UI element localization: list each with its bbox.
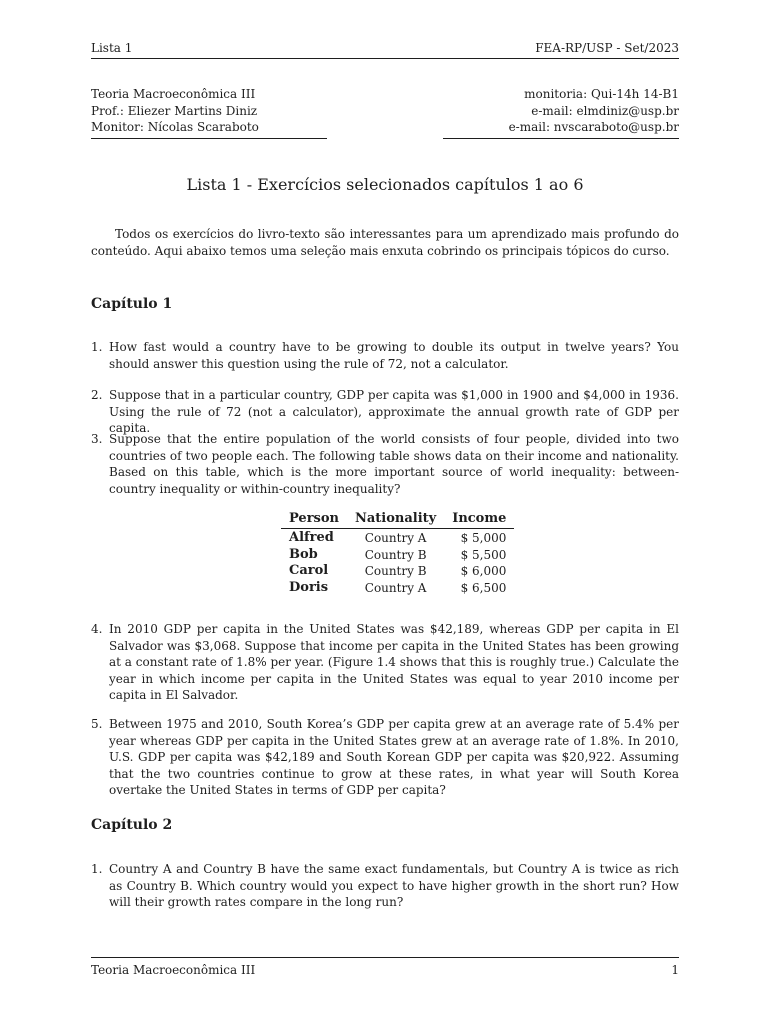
column-header: Nationality xyxy=(347,510,444,529)
nationality-cell: Country A xyxy=(364,580,427,595)
list-item xyxy=(91,431,679,497)
table-row xyxy=(281,563,514,580)
nationality-cell: Country B xyxy=(364,564,427,578)
table-header-row xyxy=(281,510,514,529)
person-cell: Doris xyxy=(289,579,329,595)
section-heading-cap1: Capítulo 1 xyxy=(91,296,173,312)
list-item xyxy=(91,339,679,372)
professor-email: e-mail: elmdiniz@usp.br xyxy=(531,103,679,118)
monitor-email: e-mail: nvscaraboto@usp.br xyxy=(443,119,679,139)
header-right: FEA-RP/USP - Set/2023 xyxy=(535,41,679,55)
item-number: 5. xyxy=(91,717,103,731)
person-cell: Alfred xyxy=(289,530,334,545)
document-title: Lista 1 - Exercícios selecionados capítulos 1 ao 6 xyxy=(186,175,584,194)
course-info xyxy=(91,86,327,139)
contact-info xyxy=(443,86,679,139)
section-heading-cap2: Capítulo 2 xyxy=(91,817,173,833)
monitoring-schedule: monitoria: Qui-14h 14-B1 xyxy=(524,87,679,101)
table-row xyxy=(281,580,514,597)
list-item xyxy=(91,861,679,911)
item-number: 2. xyxy=(91,388,103,402)
income-cell: $ 6,000 xyxy=(460,564,507,578)
item-number: 1. xyxy=(91,340,103,354)
intro-paragraph: Todos os exercícios do livro-texto são interessantes para um aprendizado mais profundo do conteúdo. Aqui abaixo temos uma seleção mais enxuta cobrindo os principais tópicos do curso. xyxy=(91,227,679,258)
item-text: Country A and Country B have the same exact fundamentals, but Country A is twice as rich as Country B. Which country would you expect to have higher growth in the short run? How will their growth rates compare in the long run? xyxy=(109,862,679,909)
person-cell: Carol xyxy=(289,563,329,578)
item-text: Suppose that in a particular country, GDP per capita was $1,000 in 1900 and $4,000 in 1936. Using the rule of 72 (not a calculator), approximate the annual growth rate of GDP per capita. xyxy=(109,388,679,435)
income-table xyxy=(281,510,514,596)
income-cell: $ 5,500 xyxy=(460,547,507,562)
course-name: Teoria Macroeconômica III xyxy=(91,87,256,101)
income-cell: $ 5,000 xyxy=(460,531,507,545)
professor: Prof.: Eliezer Martins Diniz xyxy=(91,103,258,118)
page-footer xyxy=(91,957,679,979)
list-item xyxy=(91,716,679,799)
income-table-wrapper xyxy=(281,510,514,596)
person-cell: Bob xyxy=(289,546,318,562)
item-number: 1. xyxy=(91,862,103,876)
monitor: Monitor: Nícolas Scaraboto xyxy=(91,119,327,139)
header-left: Lista 1 xyxy=(91,41,133,55)
item-number: 4. xyxy=(91,622,103,636)
column-header: Income xyxy=(444,510,514,529)
item-text: Between 1975 and 2010, South Korea’s GDP per capita grew at an average rate of 5.4% per year whereas GDP per capita in the United States grew at an average rate of 1.8%. In 2010, U.S. GDP per capita was $42,189 and South Korean GDP per capita was $20,922. Assuming that the two countries continue to grow at these rates, in what year will South Korea overtake the United States in terms of GDP per capita? xyxy=(109,717,679,797)
list-item xyxy=(91,621,679,704)
table-row xyxy=(281,547,514,564)
nationality-cell: Country A xyxy=(364,531,427,545)
income-cell: $ 6,500 xyxy=(460,580,507,595)
column-header: Person xyxy=(281,510,347,529)
item-text: In 2010 GDP per capita in the United States was $42,189, whereas GDP per capita in El Salvador was $3,068. Suppose that income per capita in the United States has been growing at a constant rate of 1.8% per year. (Figure 1.4 shows that this is roughly true.) Calculate the year in which income per capita in the United States was equal to year 2010 income per capita in El Salvador. xyxy=(109,622,679,702)
item-text: Suppose that the entire population of the world consists of four people, divided into two countries of two people each. The following table shows data on their income and nationality. Based on this table, which is the more important source of world inequality: between-country inequality or within-country inequality? xyxy=(109,432,679,496)
nationality-cell: Country B xyxy=(364,547,427,562)
footer-left: Teoria Macroeconômica III xyxy=(91,963,256,977)
page-number: 1 xyxy=(671,963,679,977)
list-item xyxy=(91,387,679,437)
item-number: 3. xyxy=(91,432,103,446)
page-header xyxy=(91,40,679,59)
item-text: How fast would a country have to be growing to double its output in twelve years? You should answer this question using the rule of 72, not a calculator. xyxy=(109,340,679,371)
table-row xyxy=(281,529,514,547)
